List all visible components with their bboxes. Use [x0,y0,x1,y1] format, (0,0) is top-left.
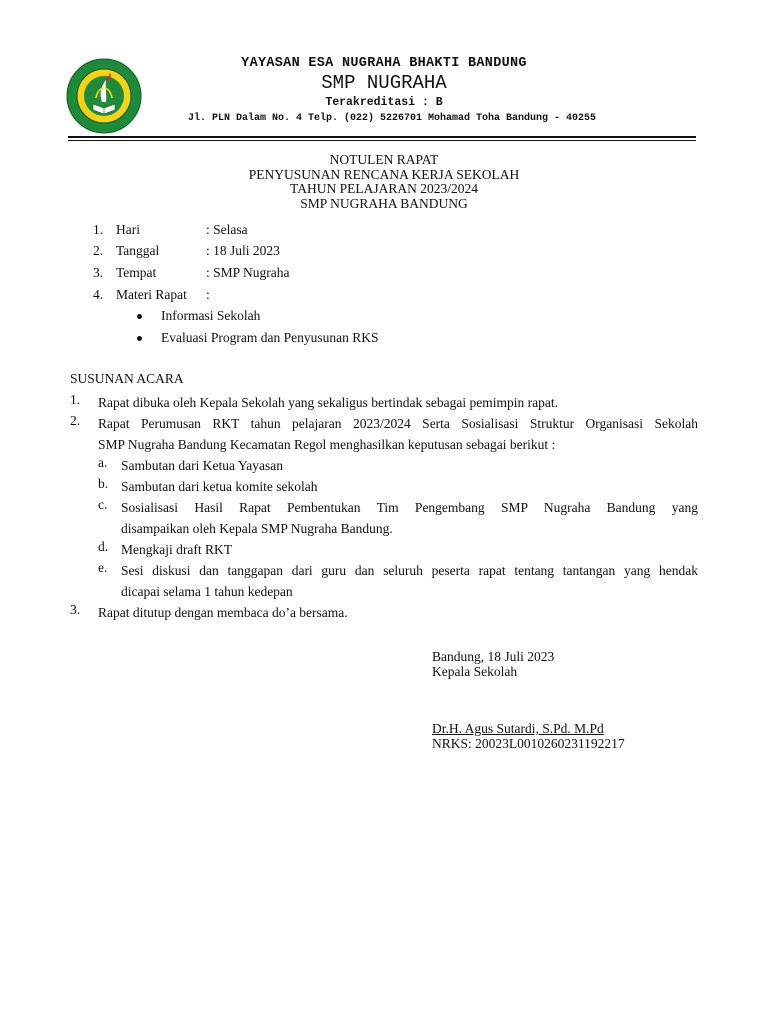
info-label: Hari [116,222,140,237]
agenda-number: 2. [70,413,81,428]
info-value: : 18 Juli 2023 [206,243,280,258]
place-date: Bandung, 18 Juli 2023 [432,649,555,664]
school-logo [66,58,142,134]
subitem-text-line: disampaikan oleh Kepala SMP Nugraha Bandung. [121,521,393,536]
subitem-letter: d. [98,539,109,554]
school-name: SMP NUGRAHA [321,72,447,94]
info-value: : SMP Nugraha [206,265,290,280]
signer-position: Kepala Sekolah [432,663,518,679]
signer-id: NRKS: 20023L0010260231192217 [432,735,625,751]
subitem-letter: c. [98,497,108,512]
subitem-letter: b. [98,476,109,491]
subitem-text [121,560,698,602]
agenda-text-line: Rapat Perumusan RKT tahun pelajaran 2023/2024 Serta Sosialisasi Struktur Organisasi Sekolah [98,416,698,431]
materi-text: Informasi Sekolah [161,308,261,323]
agenda-number: 3. [70,602,81,617]
info-label: Tanggal [116,243,160,258]
agenda-text-line: SMP Nugraha Bandung Kecamatan Regol menghasilkan keputusan sebagai berikut : [98,437,556,452]
foundation-name: YAYASAN ESA NUGRAHA BHAKTI BANDUNG [241,56,527,71]
address: Jl. PLN Dalam No. 4 Telp. (022) 5226701 Mohamad Toha Bandung - 40255 [187,113,597,124]
bullet-icon [137,336,142,341]
info-number: 2. [93,243,104,258]
signature-space [432,679,625,722]
signer-name: Dr.H. Agus Sutardi, S.Pd. M.Pd [432,721,604,736]
subitem-text: Sambutan dari ketua komite sekolah [121,479,318,494]
subitem-letter: e. [98,560,108,575]
subitem-letter: a. [98,455,108,470]
subitem-text-line: Sosialisasi Hasil Rapat Pembentukan Tim Pengembang SMP Nugraha Bandung yang [121,500,698,515]
title-line-4: SMP NUGRAHA BANDUNG [300,195,468,211]
info-value: : Selasa [206,222,248,237]
agenda-text: Rapat ditutup dengan membaca do’a bersama. [98,605,348,620]
letterhead-divider [68,136,696,138]
subitem-text-line: Sesi diskusi dan tanggapan dari guru dan seluruh peserta rapat tentang tantangan yang hendak [121,563,698,578]
agenda-heading: SUSUNAN ACARA [70,371,184,386]
info-number: 4. [93,287,104,302]
bullet-icon [137,314,142,319]
letterhead-divider-thin [68,140,696,141]
subitem-text: Mengkaji draft RKT [121,542,232,557]
agenda-text [98,413,698,455]
signature-block [432,650,625,751]
title-line-2: PENYUSUNAN RENCANA KERJA SEKOLAH [248,166,520,182]
info-number: 3. [93,265,104,280]
title-line-3: TAHUN PELAJARAN 2023/2024 [290,181,478,196]
title-line-1: NOTULEN RAPAT [329,152,439,167]
document-title [184,153,584,211]
agenda-text: Rapat dibuka oleh Kepala Sekolah yang sekaligus bertindak sebagai pemimpin rapat. [98,395,558,410]
subitem-text: Sambutan dari Ketua Yayasan [121,458,283,473]
subitem-text [121,497,698,539]
subitem-text-line: dicapai selama 1 tahun kedepan [121,584,293,599]
info-number: 1. [93,222,104,237]
accreditation: Terakreditasi : B [325,96,443,109]
agenda-number: 1. [70,392,81,407]
info-value: : [206,287,210,302]
info-label: Tempat [116,265,157,280]
materi-text: Evaluasi Program dan Penyusunan RKS [161,330,379,345]
info-label: Materi Rapat [116,287,187,302]
